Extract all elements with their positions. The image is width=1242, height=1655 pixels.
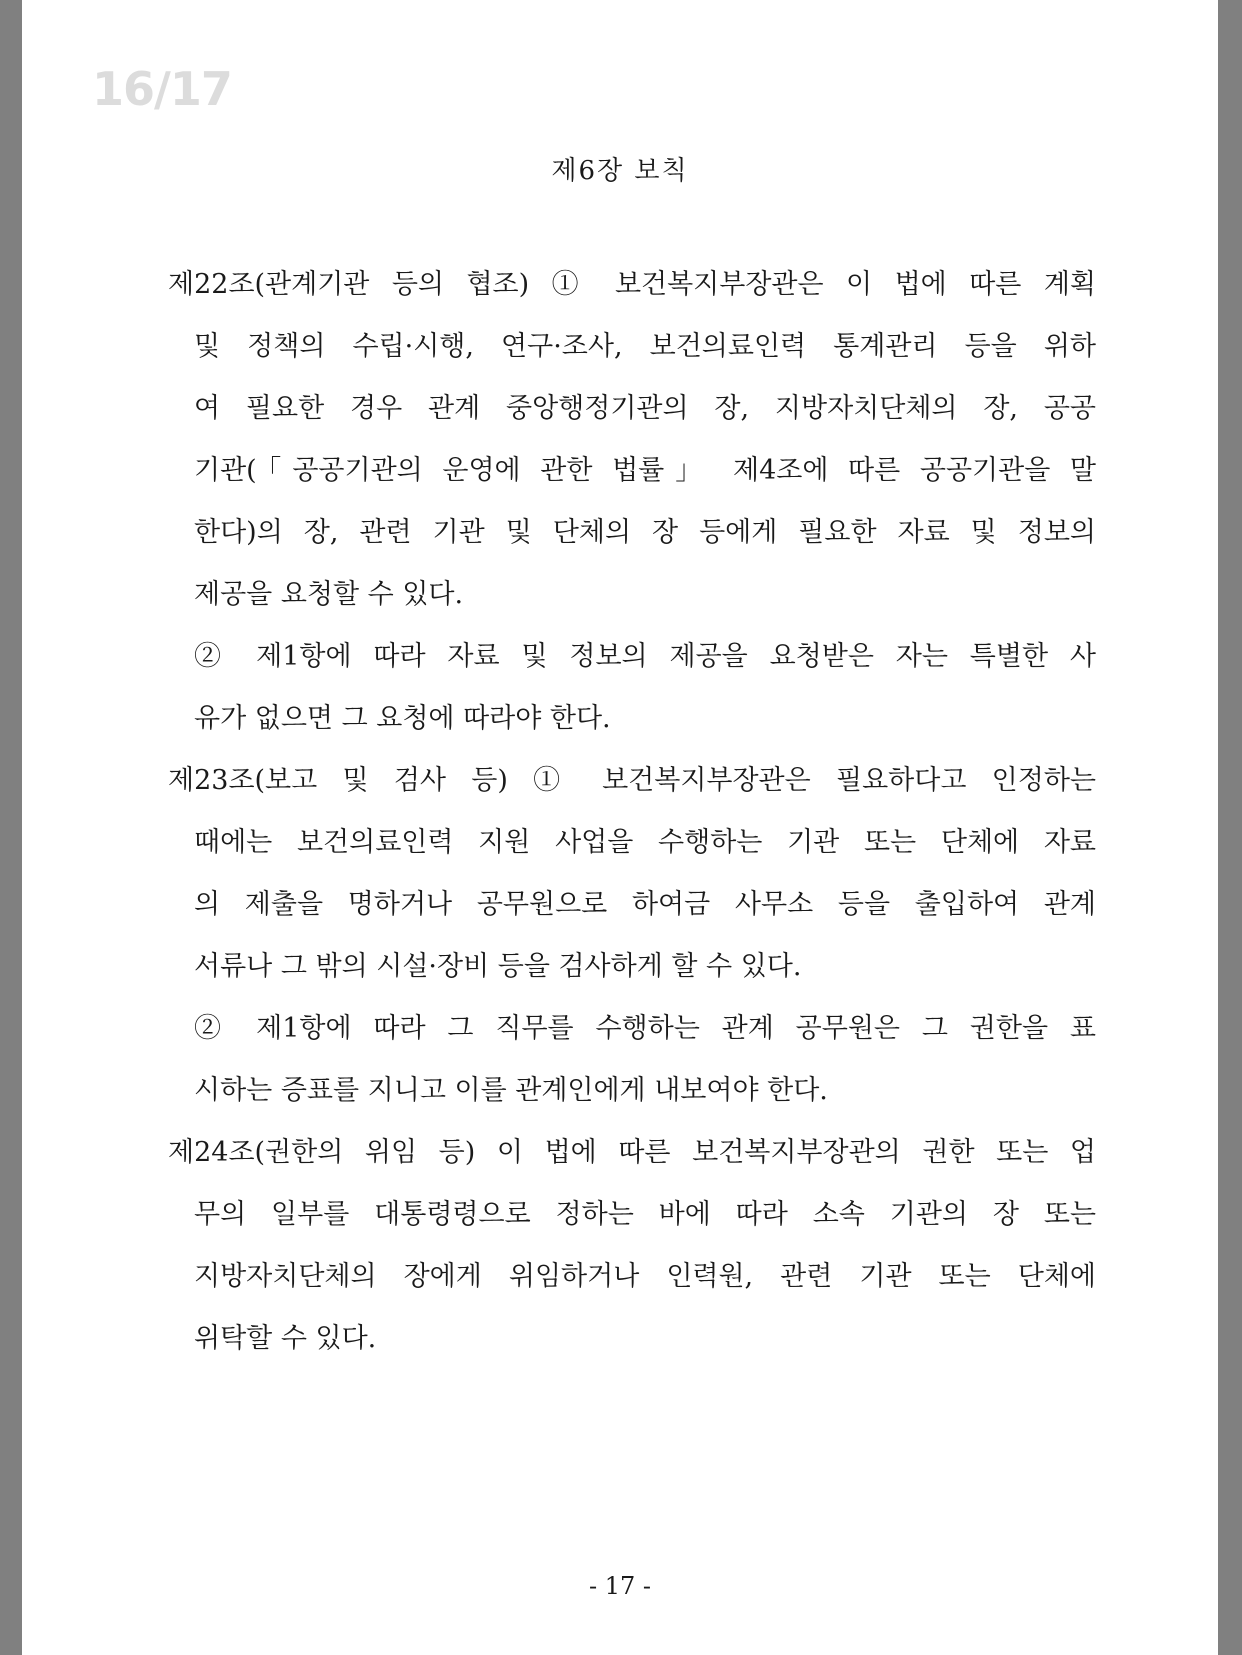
chapter-title: 제6장 보칙	[551, 156, 689, 186]
article-line: 지방자치단체의 장에게 위임하거나 인력원, 관련 기관 또는 단체에	[194, 1261, 1096, 1292]
article-line: 여 필요한 경우 관계 중앙행정기관의 장, 지방자치단체의 장, 공공	[194, 393, 1096, 424]
article-line: 제24조(권한의 위임 등) 이 법에 따른 보건복지부장관의 권한 또는 업	[168, 1137, 1096, 1168]
article-line: 서류나 그 밖의 시설·장비 등을 검사하게 할 수 있다.	[194, 951, 802, 982]
article-line: 제22조(관계기관 등의 협조) ① 보건복지부장관은 이 법에 따른 계획	[168, 269, 1096, 300]
page-number: - 17 -	[588, 1572, 651, 1600]
article-line: 의 제출을 명하거나 공무원으로 하여금 사무소 등을 출입하여 관계	[194, 889, 1096, 920]
article-line: 유가 없으면 그 요청에 따라야 한다.	[194, 703, 611, 734]
document-page	[22, 0, 1218, 1655]
article-line: 시하는 증표를 지니고 이를 관계인에게 내보여야 한다.	[194, 1075, 828, 1106]
article-line: 제23조(보고 및 검사 등) ① 보건복지부장관은 필요하다고 인정하는	[168, 765, 1096, 796]
article-line: 기관(「공공기관의 운영에 관한 법률」 제4조에 따른 공공기관을 말	[194, 455, 1096, 486]
page-indicator: 16/17	[92, 62, 232, 116]
article-line: 제공을 요청할 수 있다.	[194, 579, 464, 610]
article-line: 때에는 보건의료인력 지원 사업을 수행하는 기관 또는 단체에 자료	[194, 827, 1096, 858]
article-line: 무의 일부를 대통령령으로 정하는 바에 따라 소속 기관의 장 또는	[194, 1199, 1096, 1230]
article-line: 위탁할 수 있다.	[194, 1323, 377, 1354]
article-line: ② 제1항에 따라 그 직무를 수행하는 관계 공무원은 그 권한을 표	[194, 1013, 1096, 1044]
article-line: ② 제1항에 따라 자료 및 정보의 제공을 요청받은 자는 특별한 사	[194, 641, 1096, 672]
article-line: 한다)의 장, 관련 기관 및 단체의 장 등에게 필요한 자료 및 정보의	[194, 517, 1096, 548]
article-line: 및 정책의 수립·시행, 연구·조사, 보건의료인력 통계관리 등을 위하	[194, 331, 1096, 362]
